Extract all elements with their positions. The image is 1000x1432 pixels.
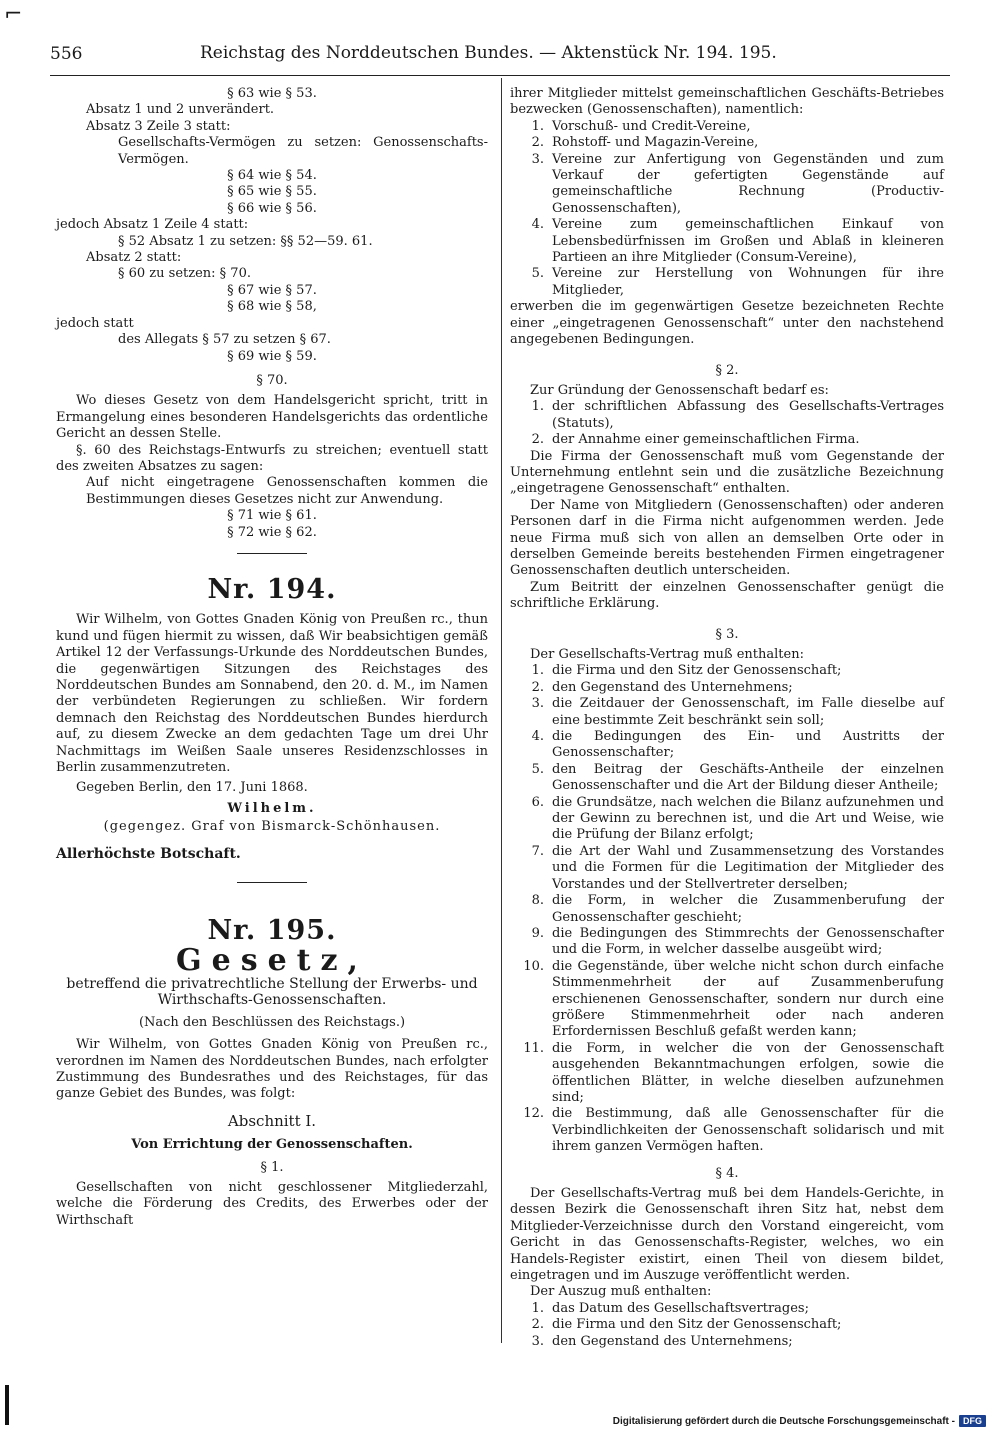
footer-text: Digitalisierung gefördert durch die Deutsche Forschungsgemeinschaft - — [612, 1415, 955, 1427]
list-item-text: Vereine zum gemeinschaftlichen Einkauf von Lebensbedürfnissen im Großen und Ablaß in kleineren Partieen an ihre Mitglieder (Consum-Vereine), — [552, 217, 944, 266]
signature: Wilhelm. — [227, 800, 317, 816]
corner-pen-mark: ⌐ — [4, 2, 23, 27]
cooperative-types-list — [510, 119, 944, 299]
list-item-number: 11. — [523, 1040, 544, 1056]
section-1-text: Gesellschaften von nicht geschlossener Mitgliederzahl, welche die Förderung des Credits, des Erwerbes oder der Wirthschaft — [56, 1179, 488, 1228]
list-item-text: Vereine zur Anfertigung von Gegenständen und zum Verkauf der gefertigten Gegenstände auf gemeinschaftliche Rechnung (Productiv-Genossenschaften), — [552, 151, 944, 216]
amendment-line: § 52 Absatz 1 zu setzen: §§ 52—59. 61. — [118, 233, 373, 249]
list-item — [510, 266, 944, 299]
list-item — [510, 844, 944, 893]
footer — [613, 1415, 986, 1427]
law-intro: Wir Wilhelm, von Gottes Gnaden König von Preußen rc., verordnen im Namen des Norddeutschen Bundes, nach erfolgter Zustimmung des Bundesrathes und des Reichstages, für das ganze Gebiet des Bundes, was folgt: — [56, 1037, 488, 1102]
amendment-lines — [56, 86, 488, 365]
list-item — [510, 152, 944, 218]
abschnitt-title: Von Errichtung der Genossenschaften. — [131, 1137, 413, 1153]
list-item — [510, 1041, 944, 1107]
list-item — [510, 135, 944, 151]
amendment-line: Absatz 2 statt: — [86, 250, 182, 266]
section-1-continued: ihrer Mitglieder mittelst gemeinschaftlichen Geschäfts-Betriebes bezwecken (Genossenschaften), namentlich: — [510, 86, 944, 118]
section-70-text: Wo dieses Gesetz von dem Handelsgericht spricht, tritt in Ermangelung eines besonderen Handelsgerichts das ordentliche Gericht an dessen Stelle. — [56, 393, 488, 442]
amendment-line: Absatz 1 und 2 unverändert. — [86, 102, 275, 118]
list-item-text: den Gegenstand des Unternehmens; — [552, 1333, 793, 1349]
list-item-number: 1. — [531, 1300, 544, 1316]
list-item-number: 3. — [531, 1333, 544, 1349]
section-2-heading: § 2. — [715, 362, 739, 378]
list-item — [510, 762, 944, 795]
list-item-text: den Gegenstand des Unternehmens; — [552, 679, 793, 695]
section-2-p3: Zum Beitritt der einzelnen Genossenschafter genügt die schriftliche Erklärung. — [510, 579, 944, 612]
list-item — [510, 926, 944, 959]
nr-194-heading: Nr. 194. — [207, 573, 337, 605]
amendment-line: jedoch Absatz 1 Zeile 4 statt: — [56, 217, 249, 233]
list-item-text: Vorschuß- und Credit-Vereine, — [552, 118, 751, 134]
gesetz-title: Gesetz, — [175, 943, 369, 979]
section-4-heading: § 4. — [715, 1165, 739, 1181]
section-4-intro: Der Auszug muß enthalten: — [530, 1284, 712, 1300]
list-item-number: 6. — [531, 794, 544, 810]
given-date: Gegeben Berlin, den 17. Juni 1868. — [76, 780, 308, 796]
list-item-text: die Bedingungen des Stimmrechts der Genossenschafter und die Form, in welcher dasselbe ausgeübt wird; — [552, 925, 944, 958]
list-item-text: die Zeitdauer der Genossenschaft, im Falle dieselbe auf eine bestimmte Zeit beschränkt sein soll; — [552, 696, 944, 728]
list-item-text: die Form, in welcher die Zusammenberufung der Genossenschafter geschieht; — [552, 893, 944, 925]
header-rule — [50, 75, 950, 76]
list-item — [510, 119, 944, 135]
list-item-text: die Art der Wahl und Zusammensetzung des Vorstandes und die Formen für die Legitimation der Mitglieder des Vorstandes und der Stellvertreter derselben; — [552, 843, 944, 892]
header-title: Reichstag des Norddeutschen Bundes. — Aktenstück Nr. 194. 195. — [200, 43, 777, 63]
list-item — [510, 217, 944, 266]
amendment-line: § 68 wie § 58, — [227, 299, 317, 315]
extract-contents-list — [510, 1301, 944, 1350]
list-item — [510, 696, 944, 729]
list-item-text: die Bedingungen des Ein- und Austritts der Genossenschafter; — [552, 729, 944, 761]
list-item-text: Vereine zur Herstellung von Wohnungen für ihre Mitglieder, — [552, 266, 944, 298]
section-72: § 72 wie § 62. — [227, 524, 317, 540]
list-item-text: den Beitrag der Geschäfts-Antheile der einzelnen Genossenschafter und die Art der Bildung dieser Antheile; — [552, 761, 944, 794]
amendment-line: § 63 wie § 53. — [227, 86, 317, 101]
list-item — [510, 1334, 944, 1350]
section-60-quote: Auf nicht eingetragene Genossenschaften kommen die Bestimmungen dieses Gesetzes nicht zur Anwendung. — [86, 475, 488, 507]
section-4-p1: Der Gesellschafts-Vertrag muß bei dem Handels-Gerichte, in dessen Bezirk die Genossenschaft ihren Sitz hat, nebst dem Mitglieder-Verzeichnisse durch den Vorstand eingereicht, vom Gericht in das Genossenschafts-Register, welches, wo ein Handels-Register existirt, einen Theil von diesem bildet, eingetragen und im Auszuge veröffentlicht werden. — [510, 1186, 944, 1284]
list-item-number: 8. — [531, 893, 544, 909]
dfg-logo: DFG — [959, 1415, 986, 1427]
gesetz-subtitle: betreffend die privatrechtliche Stellung der Erwerbs- und Wirthschafts-Genossenschaften. — [66, 975, 478, 1009]
list-item-text: der schriftlichen Abfassung des Gesellschafts-Vertrages (Statuts), — [552, 399, 944, 431]
botschaft-label: Allerhöchste Botschaft. — [56, 845, 241, 862]
amendment-line: § 60 zu setzen: § 70. — [118, 266, 251, 282]
list-item-number: 1. — [531, 118, 544, 134]
list-item — [510, 795, 944, 844]
list-item — [510, 729, 944, 762]
list-item-text: die Gegenstände, über welche nicht schon durch einfache Stimmenmehrheit der auf Zusammenberufung erschienenen Genossenschafter, sondern nur durch eine größere Stimmenmehrheit oder nach anderen Erfordernissen Beschluß gefaßt werden kann; — [552, 958, 944, 1040]
section-70-heading: § 70. — [256, 372, 288, 388]
section-1-heading: § 1. — [260, 1159, 284, 1175]
list-item-text: die Bestimmung, daß alle Genossenschafter für die Verbindlichkeiten der Genossenschaft solidarisch und mit ihrem ganzen Vermögen haften. — [552, 1106, 944, 1155]
amendment-line: Absatz 3 Zeile 3 statt: — [86, 118, 231, 134]
amendment-line: Gesellschafts-Vermögen zu setzen: Genossenschafts-Vermögen. — [118, 135, 488, 167]
left-column — [56, 86, 488, 1229]
list-item-number: 3. — [531, 696, 544, 712]
list-item-text: Rohstoff- und Magazin-Vereine, — [552, 135, 759, 151]
list-item — [510, 399, 944, 432]
list-item-number: 9. — [531, 925, 544, 941]
list-item-text: die Firma und den Sitz der Genossenschaft; — [552, 663, 842, 679]
margin-bar — [5, 1385, 9, 1425]
list-item-number: 5. — [531, 266, 544, 282]
list-item-number: 4. — [531, 217, 544, 233]
list-item — [510, 893, 944, 926]
list-item-number: 10. — [523, 958, 544, 974]
list-item-number: 1. — [531, 399, 544, 415]
nr-194-text: Wir Wilhelm, von Gottes Gnaden König von Preußen rc., thun kund und fügen hiermit zu wissen, daß Wir beabsichtigen gemäß Artikel 12 der Verfassungs-Urkunde des Norddeutschen Bundes, die gegenwärtigen Sitzungen des Reichstages des Norddeutschen Bundes am Sonnabend, den 20. d. M., im Namen der verbündeten Regierungen zu schließen. Wir fordern demnach den Reichstag des Norddeutschen Bundes hierdurch auf, zu diesem Zwecke an dem gedachten Tage um drei Uhr Nachmittags im Weißen Saale unseres Residenzschlosses in Berlin zusammenzutreten. — [56, 612, 488, 776]
list-item — [510, 432, 944, 448]
list-item-text: die Form, in welcher die von der Genossenschaft ausgehenden Bekanntmachungen erfolgen, sowie die öffentlichen Blätter, in welche dieselben aufzunehmen sind; — [552, 1040, 944, 1105]
list-item — [510, 680, 944, 696]
amendment-line: des Allegats § 57 zu setzen § 67. — [118, 332, 331, 348]
list-item — [510, 1106, 944, 1155]
beschluss-note: (Nach den Beschlüssen des Reichstags.) — [138, 1014, 406, 1030]
list-item-number: 3. — [531, 151, 544, 167]
list-item-number: 7. — [531, 843, 544, 859]
list-item-text: das Datum des Gesellschaftsvertrages; — [552, 1300, 809, 1316]
section-71: § 71 wie § 61. — [227, 508, 317, 524]
founding-requirements-list — [510, 399, 944, 448]
abschnitt-heading: Abschnitt I. — [227, 1111, 317, 1130]
column-divider — [501, 78, 502, 1343]
section-3-intro: Der Gesellschafts-Vertrag muß enthalten: — [530, 647, 804, 662]
list-item — [510, 1317, 944, 1333]
section-divider — [237, 553, 307, 554]
amendment-line: jedoch statt — [56, 315, 134, 331]
section-2-p1: Die Firma der Genossenschaft muß vom Gegenstande der Unternehmung entlehnt sein und die zusätzliche Bezeichnung „eingetragene Genossenschaft“ enthalten. — [510, 448, 944, 497]
list-item-number: 2. — [531, 135, 544, 151]
amendment-line: § 69 wie § 59. — [227, 348, 317, 364]
list-item-number: 1. — [531, 663, 544, 679]
amendment-line: § 67 wie § 57. — [227, 282, 317, 298]
countersignature: (gegengez. Graf von Bismarck-Schönhausen. — [103, 819, 441, 835]
right-column — [510, 86, 944, 1350]
list-item-number: 4. — [531, 729, 544, 745]
nr-195-heading: Nr. 195. — [207, 915, 337, 947]
list-item — [510, 663, 944, 679]
list-item-number: 2. — [531, 432, 544, 448]
section-1-conclusion: erwerben die im gegenwärtigen Gesetze bezeichneten Rechte einer „eingetragenen Genossenschaft“ unter den nachstehend angegebenen Bedingungen. — [510, 299, 944, 348]
list-item-number: 5. — [531, 761, 544, 777]
section-60-note: §. 60 des Reichstags-Entwurfs zu streichen; eventuell statt des zweiten Absatzes zu sagen: — [56, 442, 488, 474]
section-divider — [237, 882, 307, 883]
section-2-intro: Zur Gründung der Genossenschaft bedarf es: — [530, 382, 829, 398]
page-header — [50, 44, 950, 74]
section-2-p2: Der Name von Mitgliedern (Genossenschaften) oder anderen Personen darf in die Firma nicht aufgenommen werden. Jede neue Firma muß sich von allen an demselben Orte oder in derselben Gemeinde bereits bestehenden Firmen eingetragener Genossenschaften deutlich unterscheiden. — [510, 497, 944, 579]
amendment-line: § 65 wie § 55. — [227, 184, 317, 200]
list-item — [510, 959, 944, 1041]
list-item-number: 12. — [523, 1106, 544, 1122]
page-number: 556 — [50, 44, 83, 64]
list-item-text: die Firma und den Sitz der Genossenschaft; — [552, 1317, 842, 1333]
amendment-line: § 66 wie § 56. — [227, 200, 317, 216]
section-3-heading: § 3. — [715, 626, 739, 642]
list-item-text: der Annahme einer gemeinschaftlichen Firma. — [552, 432, 860, 448]
list-item — [510, 1301, 944, 1317]
list-item-number: 2. — [531, 1317, 544, 1333]
contract-contents-list — [510, 663, 944, 1155]
list-item-number: 2. — [531, 679, 544, 695]
amendment-line: § 64 wie § 54. — [227, 168, 317, 184]
list-item-text: die Grundsätze, nach welchen die Bilanz aufzunehmen und der Gewinn zu berechnen ist, und die Art und Weise, wie die Prüfung der Bilanz erfolgt; — [552, 794, 944, 843]
